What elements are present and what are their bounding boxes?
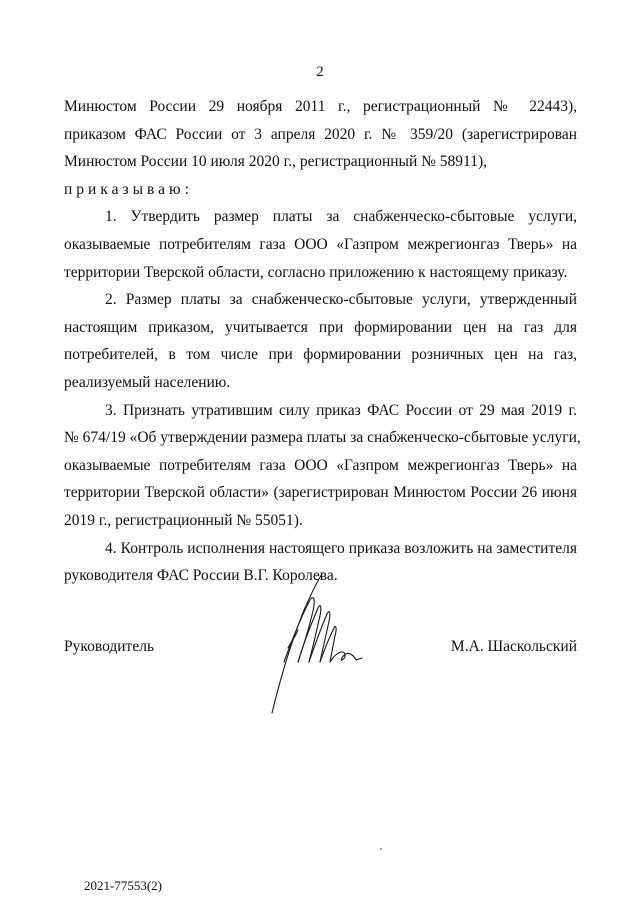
signature-block (64, 638, 577, 668)
text-line: оказываемые потребителям газа ООО «Газпром межрегионгаз Тверь» на (64, 235, 577, 253)
signatory-title: Руководитель (64, 638, 155, 655)
text-line: территории Тверской области, согласно приложению к настоящему приказу. (64, 263, 568, 281)
text-line: настоящим приказом, учитывается при формировании цен на газ для (64, 318, 577, 336)
text-line: Минюстом России 29 ноября 2011 г., регистрационный № 22443), (64, 98, 577, 115)
text-line: реализуемый населению. (64, 373, 231, 391)
text-line: 2019 г., регистрационный № 55051). (64, 511, 303, 529)
text-line: 4. Контроль исполнения настоящего приказа возложить на заместителя (105, 539, 577, 557)
text-line: потребителей, в том числе при формировании розничных цен на газ, (64, 346, 577, 364)
document-body (64, 93, 581, 590)
text-line: территории Тверской области» (зарегистрирован Минюстом России 26 июня (64, 484, 577, 502)
text-line: 2. Размер платы за снабженческо-сбытовые услуги, утвержденный (105, 291, 577, 309)
text-line: 1. Утвердить размер платы за снабженческо-сбытовые услуги, (105, 208, 577, 226)
text-line: оказываемые потребителям газа ООО «Газпром межрегионгаз Тверь» на (64, 456, 577, 474)
signatory-name: М.А. Шаскольский (450, 638, 577, 655)
order-word: приказываю: (64, 180, 193, 198)
scan-speck (380, 848, 382, 850)
page-number: 2 (316, 64, 324, 80)
text-line: руководителя ФАС России В.Г. Королева. (64, 567, 338, 585)
text-line: 3. Признать утратившим силу приказ ФАС России от 29 мая 2019 г. (105, 401, 577, 419)
text-line: приказом ФАС России от 3 апреля 2020 г. № 359/20 (зарегистрирован (64, 125, 577, 143)
text-line: № 674/19 «Об утверждении размера платы за снабженческо-сбытовые услуги, (64, 429, 581, 447)
document-id: 2021-77553(2) (84, 878, 162, 893)
text-line: Минюстом России 10 июля 2020 г., регистрационный № 58911), (64, 153, 487, 171)
